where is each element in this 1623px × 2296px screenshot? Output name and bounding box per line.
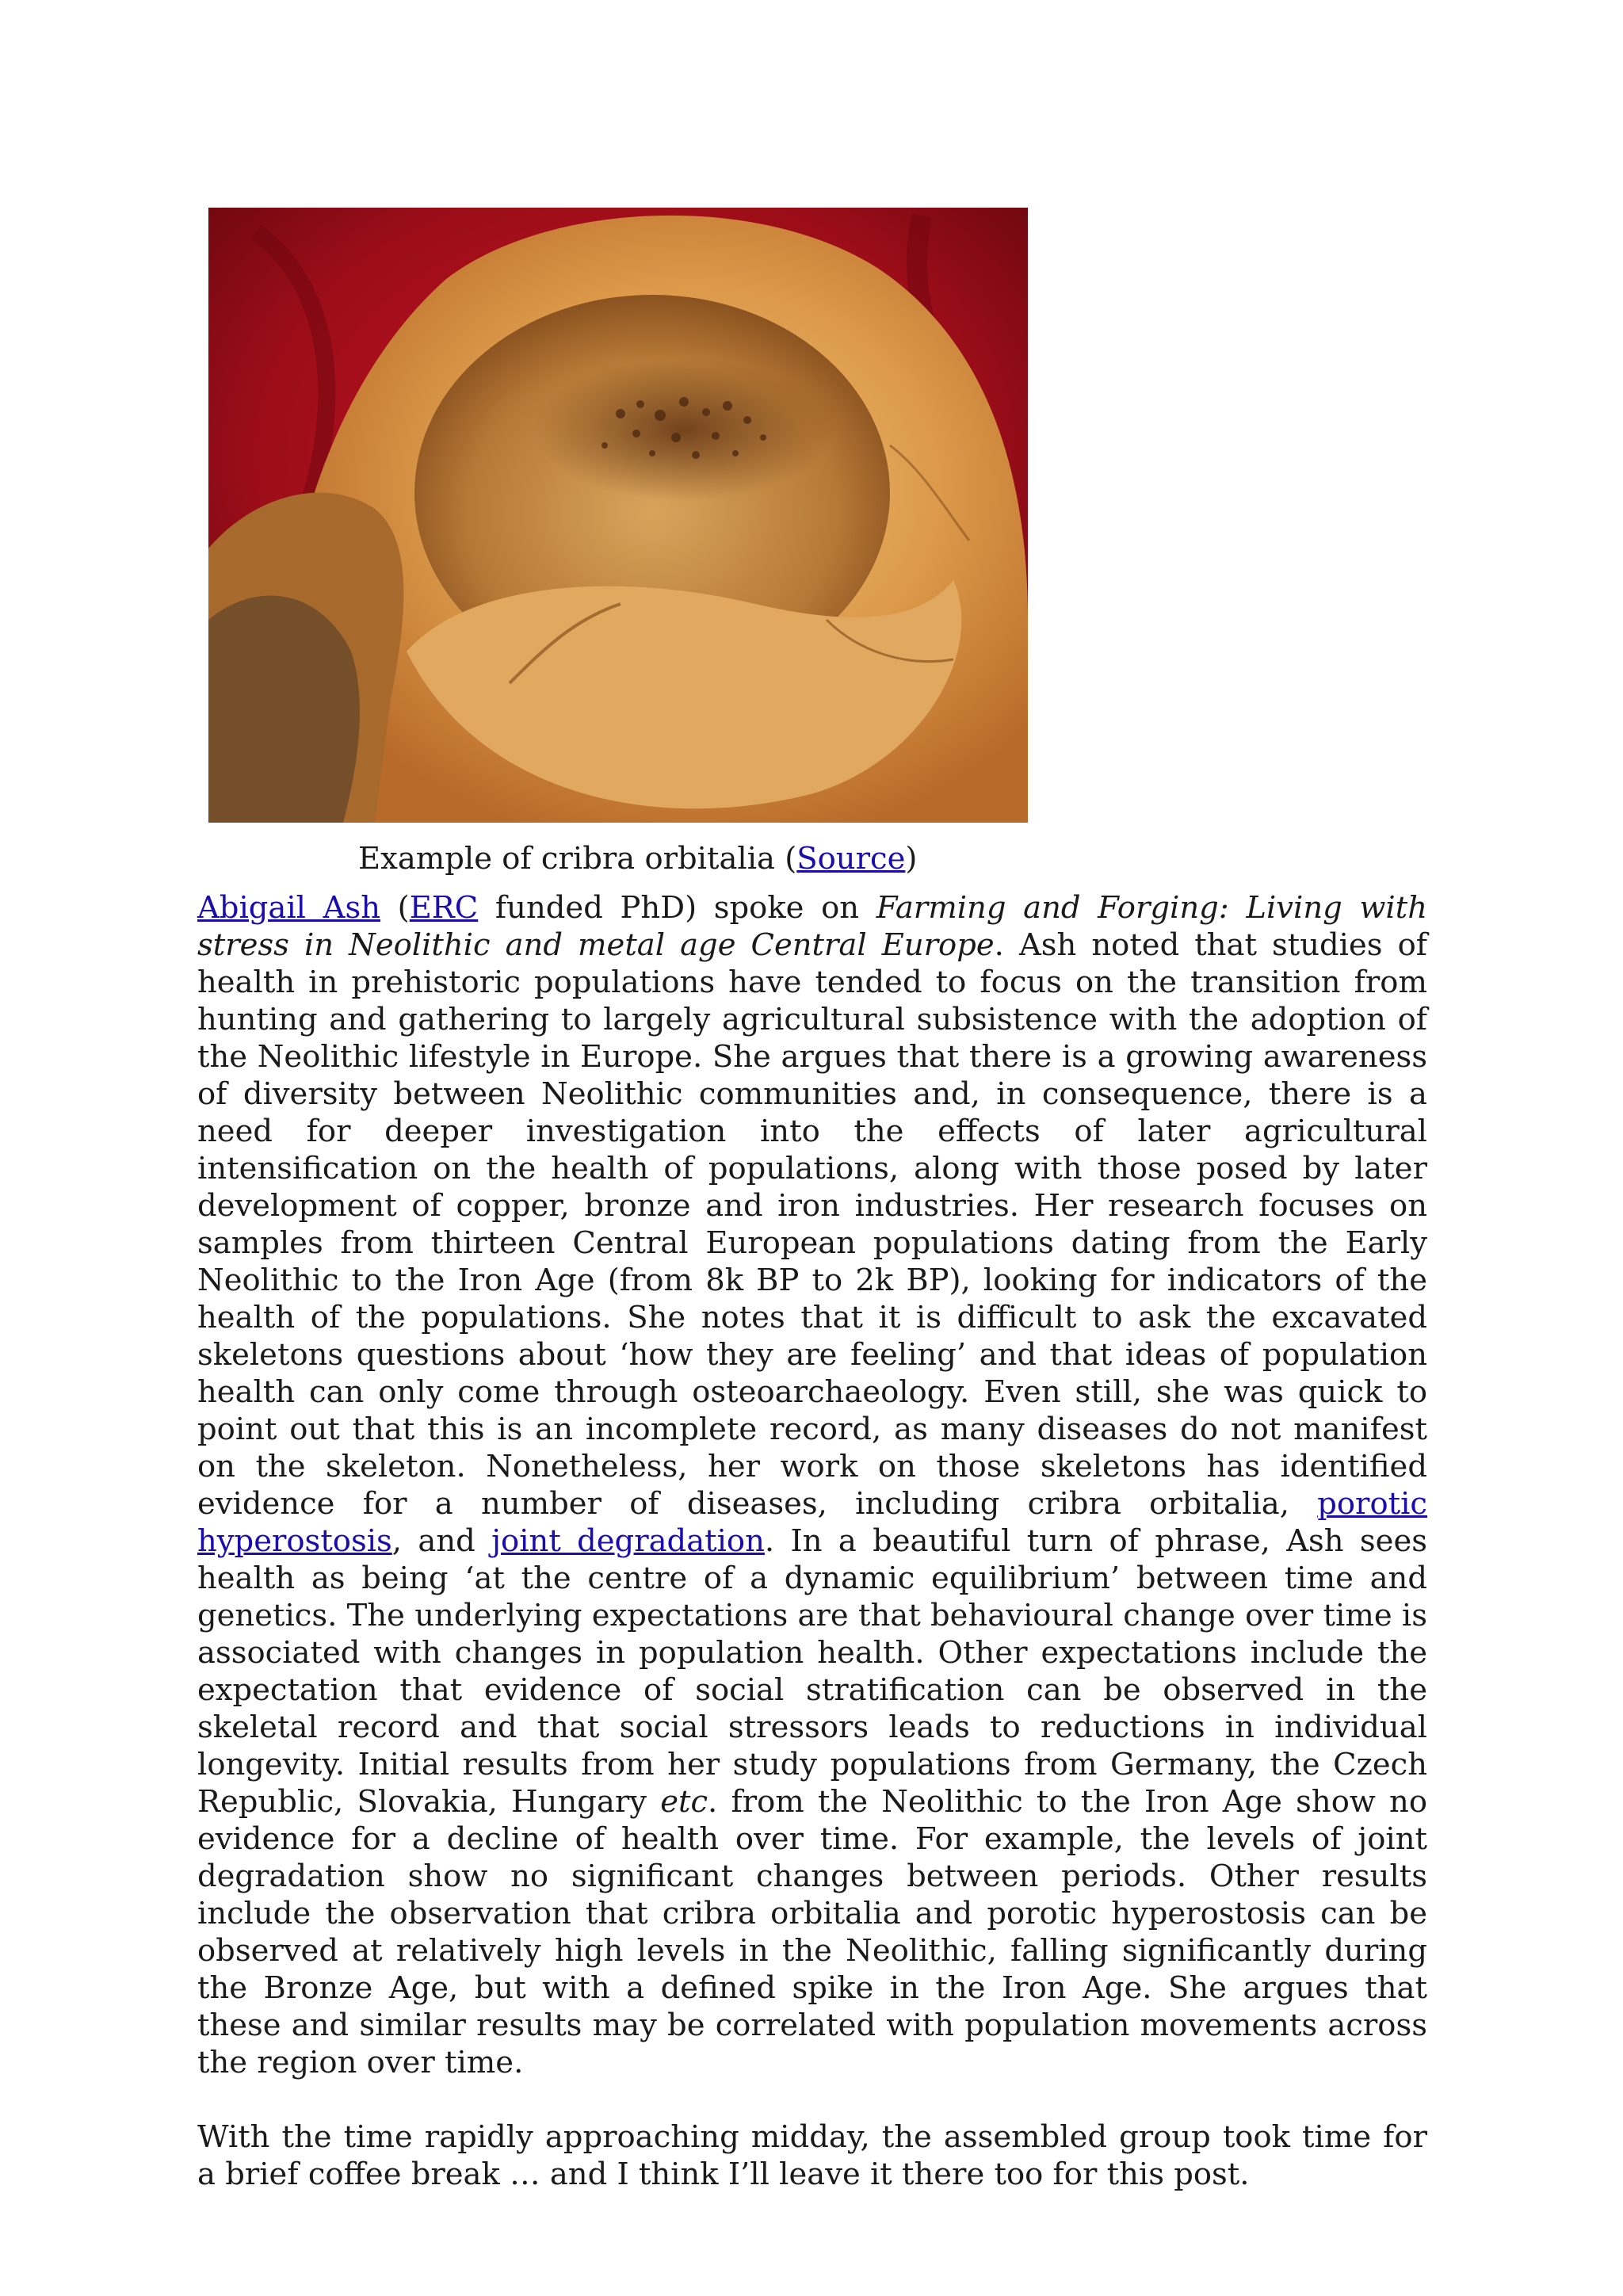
text-run: funded PhD) spoke on (478, 890, 876, 926)
porotic-hyperostosis-link[interactable]: porotic hyperostosis (197, 1486, 1427, 1559)
erc-link[interactable]: ERC (409, 890, 479, 926)
joint-degradation-link[interactable]: joint degradation (491, 1523, 765, 1559)
etc-italic: etc (660, 1784, 708, 1820)
text-run: . In a beautiful turn of phrase, Ash sees health as being ‘at the centre of a dynamic equilibrium’ between time and genetics. The underlying expectations are that behavioural change over time is associated with changes in population health. Other expectations include the expectation that evidence of social stratification can be observed in the skeletal record and that social stressors leads to reductions in individual longevity. Initial results from her study populations from Germany, the Czech Republic, Slovakia, Hungary (197, 1523, 1427, 1820)
talk-title: Farming and Forging: Living with stress in Neolithic and metal age Central Europe (197, 890, 1427, 963)
text-run: . from the Neolithic to the Iron Age show no evidence for a decline of health over time. For example, the levels of joint degradation show no significant changes between periods. Other results include the observation that cribra orbitalia and porotic hyperostosis can be observed at relatively high levels in the Neolithic, falling significantly during the Bronze Age, but with a defined spike in the Iron Age. She argues that these and similar results may be correlated with population movements across the region over time. (197, 1784, 1428, 2080)
text-run: ( (380, 890, 410, 926)
caption-close: ) (905, 841, 918, 877)
paragraph-1 (197, 889, 1427, 2081)
article-body (197, 889, 1427, 2193)
author-link[interactable]: Abigail Ash (197, 890, 381, 926)
cribra-orbitalia-photo (208, 208, 1028, 823)
caption-text: Example of cribra orbitalia ( (358, 841, 797, 877)
paragraph-2: With the time rapidly approaching midday, the assembled group took time for a brief coffee break … and I think I’ll leave it there too for this post. (197, 2119, 1427, 2192)
figure-caption (358, 839, 917, 880)
text-run: . Ash noted that studies of health in prehistoric populations have tended to focus on the transition from hunting and gathering to largely agricultural subsistence with the adoption of the Neolithic lifestyle in Europe. She argues that there is a growing awareness of diversity between Neolithic communities and, in consequence, there is a need for deeper investigation into the effects of later agricultural intensification on the health of populations, along with those posed by later development of copper, bronze and iron industries. Her research focuses on samples from thirteen Central European populations dating from the Early Neolithic to the Iron Age (from 8k BP to 2k BP), looking for indicators of the health of the populations. She notes that it is difficult to ask the excavated skeletons questions about ‘how they are feeling’ and that ideas of population health can only come through osteoarchaeology. Even still, she was quick to point out that this is an incomplete record, as many diseases do not manifest on the skeleton. Nonetheless, her work on those skeletons has identified evidence for a number of diseases, including cribra orbitalia, (197, 927, 1428, 1522)
text-run: , and (391, 1523, 492, 1559)
caption-source-link[interactable]: Source (796, 841, 906, 877)
